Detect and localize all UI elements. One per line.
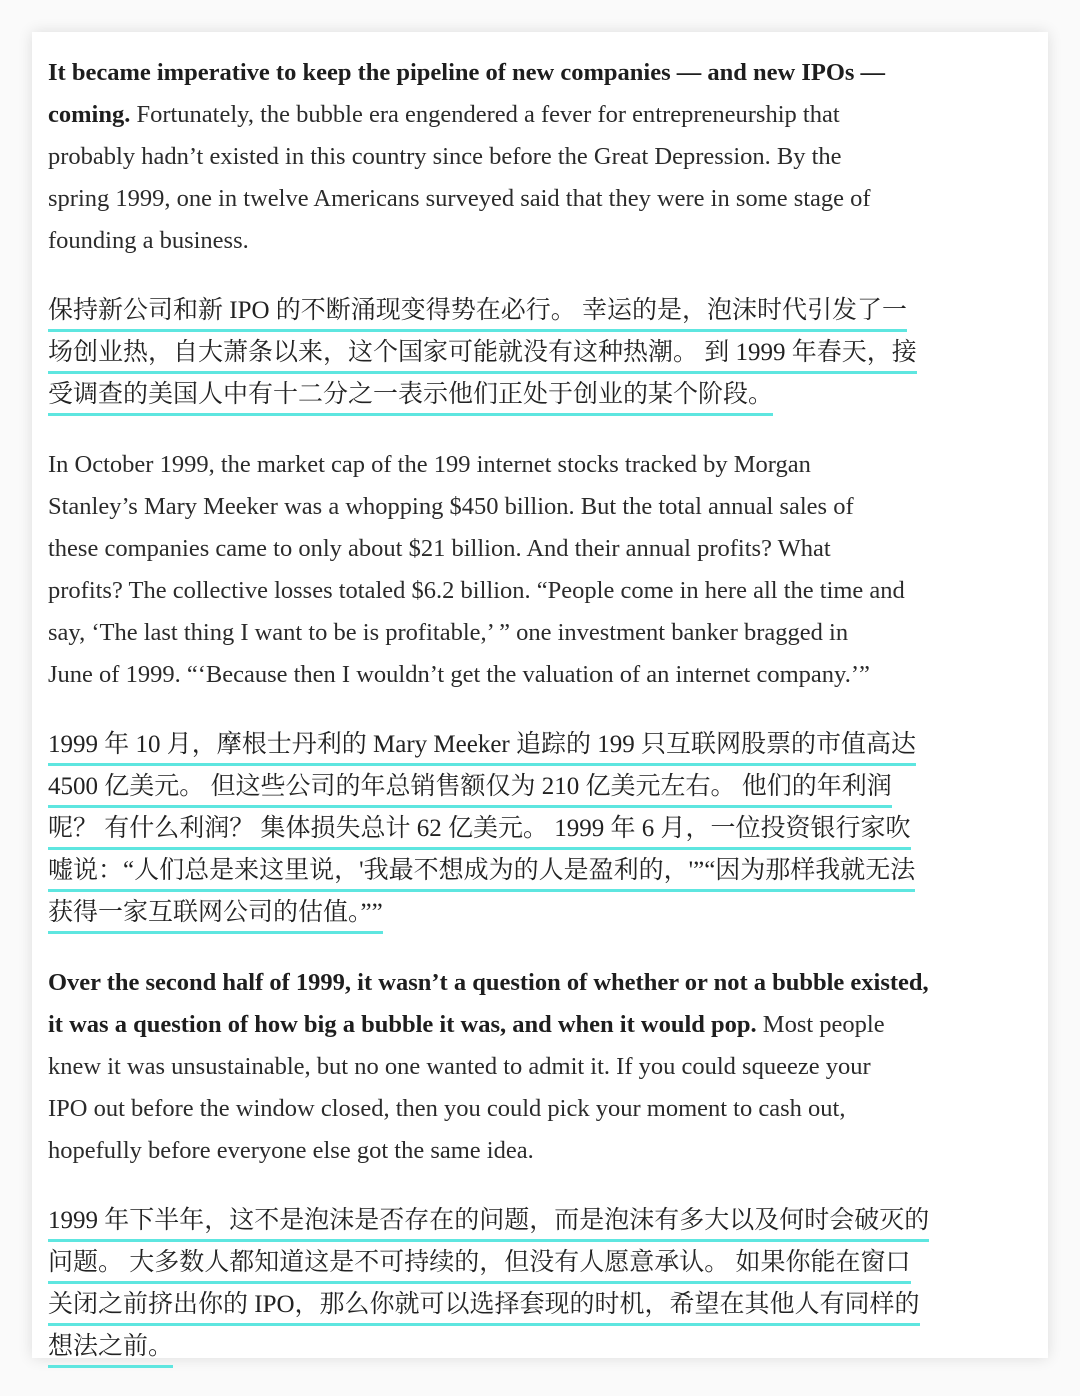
body-text: In October 1999, the market cap of the 199 internet stocks tracked by Morgan [48,451,811,478]
underlined-translation-text [48,727,916,766]
underlined-translation-text [48,1203,929,1242]
underlined-translation-text [48,377,773,416]
underlined-translation-text [48,895,383,934]
bold-text: coming. [48,101,131,128]
underlined-translation-text [48,811,911,850]
body-text: 关闭之前挤出你的 IPO，那么你就可以选择套现的时机，希望在其他人有同样的 [48,1291,920,1318]
bold-text: it was a question of how big a bubble it was, and when it would pop. [48,1011,757,1038]
text-line [48,94,1038,136]
body-text: knew it was unsustainable, but no one wanted to admit it. If you could squeeze your [48,1053,871,1080]
text-line [48,766,1038,808]
body-text: probably hadn’t existed in this country since before the Great Depression. By the [48,143,842,170]
body-text: 想法之前。 [48,1333,174,1360]
body-text: profits? The collective losses totaled $6.2 billion. “People come in here all the time and [48,577,905,604]
text-line [48,962,1038,1004]
text-line [48,52,1038,94]
body-text: 保持新公司和新 IPO 的不断涌现变得势在必行。 幸运的是，泡沫时代引发了一 [48,297,908,324]
body-text: Stanley’s Mary Meeker was a whopping $450 billion. But the total annual sales of [48,493,854,520]
body-text: 1999 年 10 月，摩根士丹利的 Mary Meeker 追踪的 199 只互联网股票的市值高达 [48,731,916,758]
translation-paragraph [48,724,1038,934]
text-line [48,612,1038,654]
text-line [48,1130,1038,1172]
body-text: Fortunately, the bubble era engendered a fever for entrepreneurship that [130,101,840,128]
text-line [48,1326,1038,1368]
underlined-translation-text [48,335,917,374]
original-paragraph [48,444,1038,696]
text-line [48,724,1038,766]
body-text: IPO out before the window closed, then you could pick your moment to cash out, [48,1095,846,1122]
text-line [48,444,1038,486]
underlined-translation-text [48,1287,920,1326]
text-line [48,1284,1038,1326]
body-text: 嘘说：“人们总是来这里说，'我最不想成为的人是盈利的，'”“因为那样我就无法 [48,857,916,884]
text-line [48,178,1038,220]
bold-text: Over the second half of 1999, it wasn’t a question of whether or not a bubble existed, [48,969,929,996]
underlined-translation-text [48,853,915,892]
original-paragraph [48,962,1038,1172]
text-line [48,1200,1038,1242]
body-text: 问题。 大多数人都知道这是不可持续的，但没有人愿意承认。 如果你能在窗口 [48,1249,911,1276]
text-line [48,290,1038,332]
bold-text: It became imperative to keep the pipeline of new companies — and new IPOs — [48,59,886,86]
body-text: these companies came to only about $21 billion. And their annual profits? What [48,535,831,562]
text-line [48,570,1038,612]
text-line [48,220,1038,262]
body-text: 呢？ 有什么利润？ 集体损失总计 62 亿美元。 1999 年 6 月，一位投资银行家吹 [48,815,911,842]
underlined-translation-text [48,1245,911,1284]
text-line [48,1242,1038,1284]
body-text: 4500 亿美元。 但这些公司的年总销售额仅为 210 亿美元左右。 他们的年利润 [48,773,892,800]
body-text: 受调查的美国人中有十二分之一表示他们正处于创业的某个阶段。 [48,381,774,408]
body-text: founding a business. [48,227,249,254]
underlined-translation-text [48,293,907,332]
underlined-translation-text [48,1329,173,1368]
body-text: spring 1999, one in twelve Americans surveyed said that they were in some stage of [48,185,871,212]
text-line [48,1088,1038,1130]
translation-paragraph [48,290,1038,416]
body-text: June of 1999. “‘Because then I wouldn’t get the valuation of an internet company.’” [48,661,870,688]
body-text: 获得一家互联网公司的估值。”” [48,899,383,926]
article-content [48,52,1038,1396]
text-line [48,850,1038,892]
text-line [48,1046,1038,1088]
underlined-translation-text [48,769,892,808]
text-line [48,654,1038,696]
body-text: 1999 年下半年，这不是泡沫是否存在的问题，而是泡沫有多大以及何时会破灭的 [48,1207,930,1234]
text-line [48,332,1038,374]
original-paragraph [48,52,1038,262]
text-line [48,808,1038,850]
body-text: 场创业热，自大萧条以来，这个国家可能就没有这种热潮。 到 1999 年春天，接 [48,339,917,366]
text-line [48,1004,1038,1046]
text-line [48,892,1038,934]
body-text: Most people [756,1011,885,1038]
body-text: say, ‘The last thing I want to be is profitable,’ ” one investment banker bragged in [48,619,849,646]
body-text: hopefully before everyone else got the same idea. [48,1137,534,1164]
text-line [48,136,1038,178]
translation-paragraph [48,1200,1038,1368]
text-line [48,374,1038,416]
article-card [32,32,1048,1358]
text-line [48,486,1038,528]
text-line [48,528,1038,570]
